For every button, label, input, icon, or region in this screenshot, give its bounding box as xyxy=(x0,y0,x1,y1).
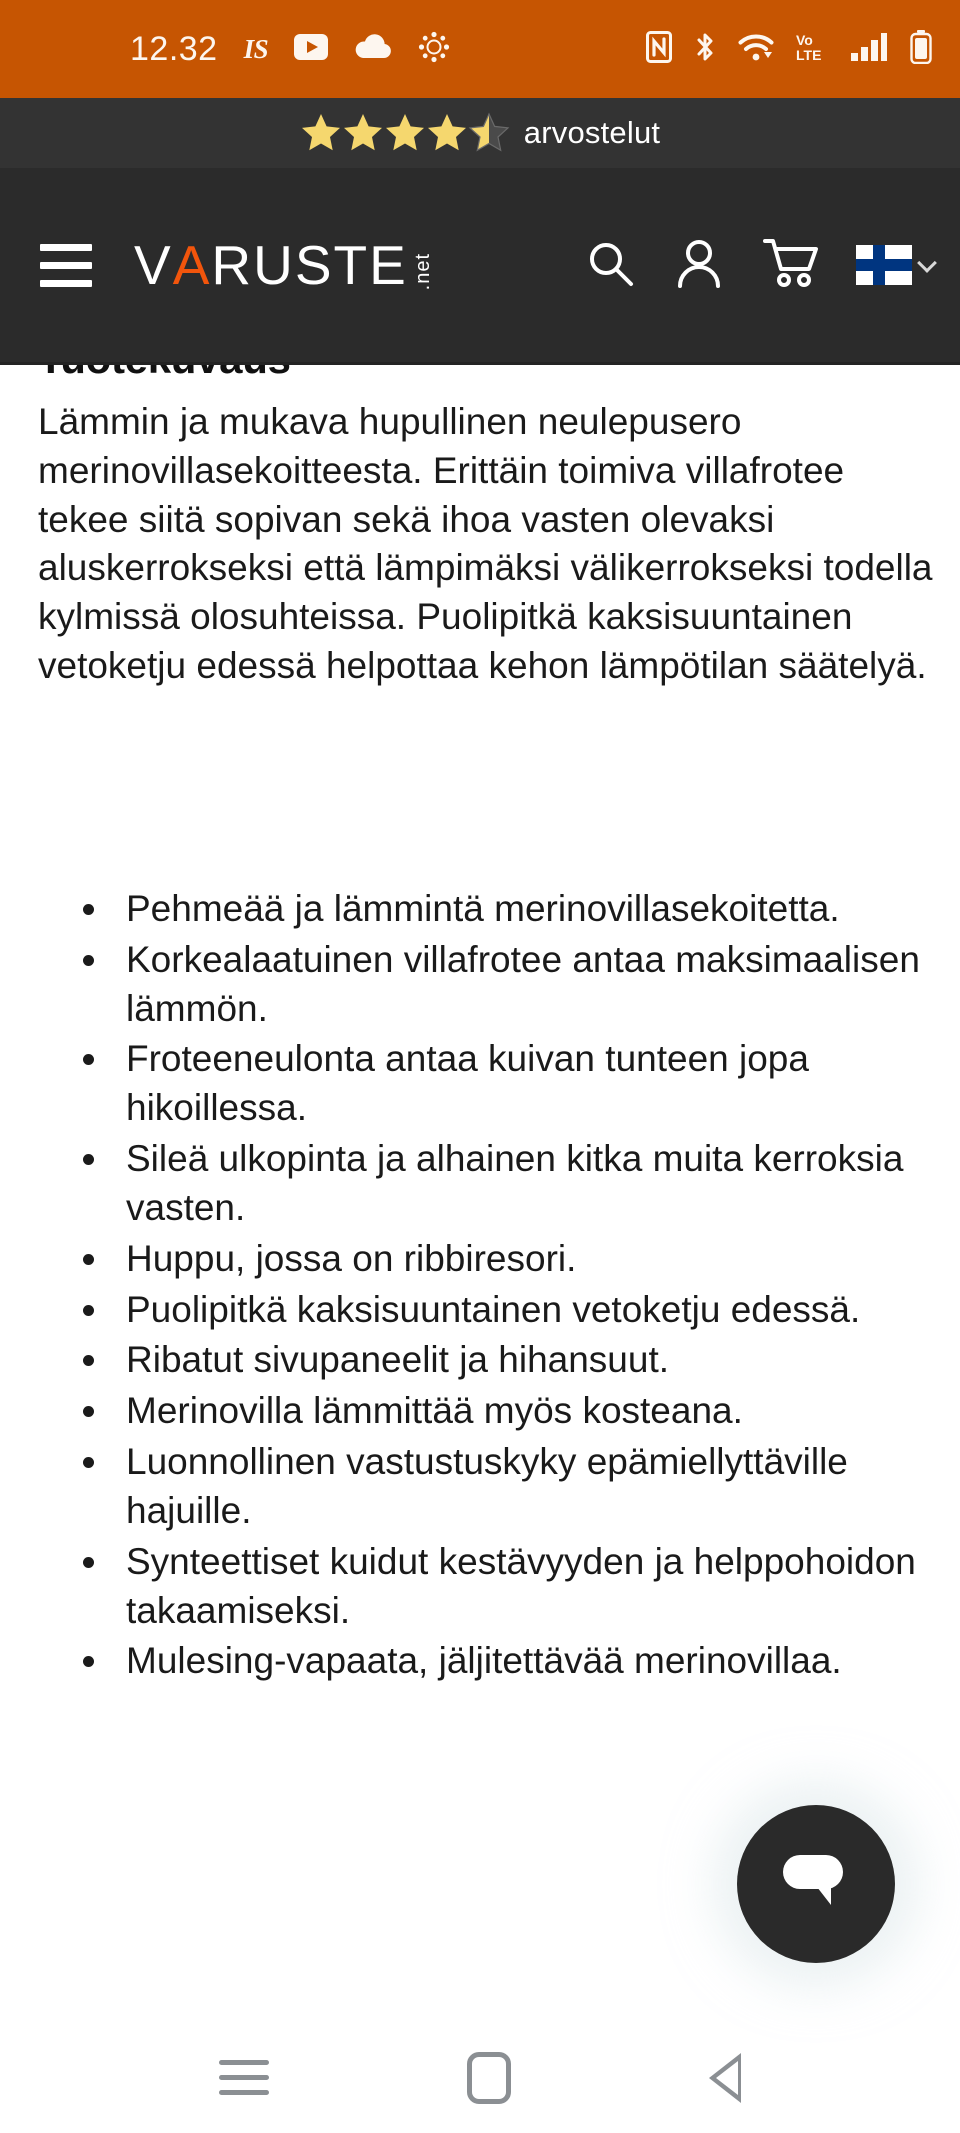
chevron-down-icon xyxy=(917,253,937,273)
logo-text xyxy=(134,233,408,296)
wifi-icon xyxy=(738,32,774,67)
logo-part1: V xyxy=(134,233,173,296)
list-item: • Korkealaatuinen villafrotee antaa maksimaalisen lämmön. xyxy=(112,936,942,1034)
nfc-icon xyxy=(646,31,672,68)
logo-suffix: .net xyxy=(411,253,434,291)
recents-icon[interactable] xyxy=(219,2060,269,2095)
product-feature-list xyxy=(112,885,942,1688)
account-icon[interactable] xyxy=(672,236,726,295)
logo-part2: RUSTE xyxy=(211,233,408,296)
site-logo[interactable] xyxy=(134,233,434,296)
list-item: • Ribatut sivupaneelit ja hihansuut. xyxy=(112,1336,942,1385)
review-rating-bar[interactable] xyxy=(0,98,960,168)
list-item: • Sileä ulkopinta ja alhainen kitka muita kerroksia vasten. xyxy=(112,1135,942,1233)
site-navbar xyxy=(0,168,960,365)
chat-bubble-icon xyxy=(779,1851,853,1918)
list-item: • Synteettiset kuidut kestävyyden ja helppohoidon takaamiseksi. xyxy=(112,1538,942,1636)
review-label: arvostelut xyxy=(523,115,661,150)
list-item: • Mulesing-vapaata, jäljitettävää merinovillaa. xyxy=(112,1637,942,1686)
stars-svg xyxy=(300,112,510,154)
carrier-label: IS xyxy=(243,33,269,64)
product-description: Lämmin ja mukava hupullinen neulepusero merinovillasekoitteesta. Erittäin toimiva villafrotee tekee siitä sopivan sekä ihoa vasten olevaksi aluskerrokseksi että lämpimäksi välikerrokseksi todella kylmissä olosuhteissa. Puolipitkä kaksisuuntainen vetoketju edessä helpottaa kehon lämpötilan säätelyä. xyxy=(38,401,933,687)
logo-accent-letter: A xyxy=(172,233,212,296)
signal-icon xyxy=(850,32,888,67)
status-bar-clock: 12.32 xyxy=(130,29,218,68)
android-navigation-bar xyxy=(0,2022,960,2133)
list-item: • Pehmeää ja lämmintä merinovillasekoitetta. xyxy=(112,885,942,934)
home-icon[interactable] xyxy=(467,2052,511,2104)
bluetooth-icon xyxy=(694,31,716,68)
battery-icon xyxy=(910,30,932,69)
list-item: • Froteeneulonta antaa kuivan tunteen jopa hikoillessa. xyxy=(112,1035,942,1133)
chat-widget-button[interactable] xyxy=(737,1805,895,1963)
navbar-actions xyxy=(584,236,934,295)
youtube-icon xyxy=(294,34,328,65)
status-bar-right-group xyxy=(646,30,932,69)
list-item: • Huppu, jossa on ribbiresori. xyxy=(112,1235,942,1284)
list-item: • Luonnollinen vastustuskyky epämiellyttäville hajuille. xyxy=(112,1438,942,1536)
list-item: • Merinovilla lämmittää myös kosteana. xyxy=(112,1387,942,1436)
status-bar-left-group xyxy=(130,30,450,69)
hamburger-icon[interactable] xyxy=(40,244,92,287)
search-icon[interactable] xyxy=(584,237,636,294)
cloud-icon xyxy=(354,34,392,65)
brightness-icon xyxy=(418,31,450,68)
svg-text:LTE: LTE xyxy=(796,46,822,63)
list-item: • Puolipitkä kaksisuuntainen vetoketju edessä. xyxy=(112,1286,942,1335)
svg-text:Vo: Vo xyxy=(796,31,813,48)
android-status-bar xyxy=(0,0,960,98)
back-icon[interactable] xyxy=(709,2053,741,2103)
finland-flag-icon xyxy=(856,245,912,285)
language-selector[interactable] xyxy=(856,245,934,285)
cart-icon[interactable] xyxy=(762,236,820,295)
star-rating xyxy=(300,112,510,154)
volte-icon xyxy=(796,31,828,68)
